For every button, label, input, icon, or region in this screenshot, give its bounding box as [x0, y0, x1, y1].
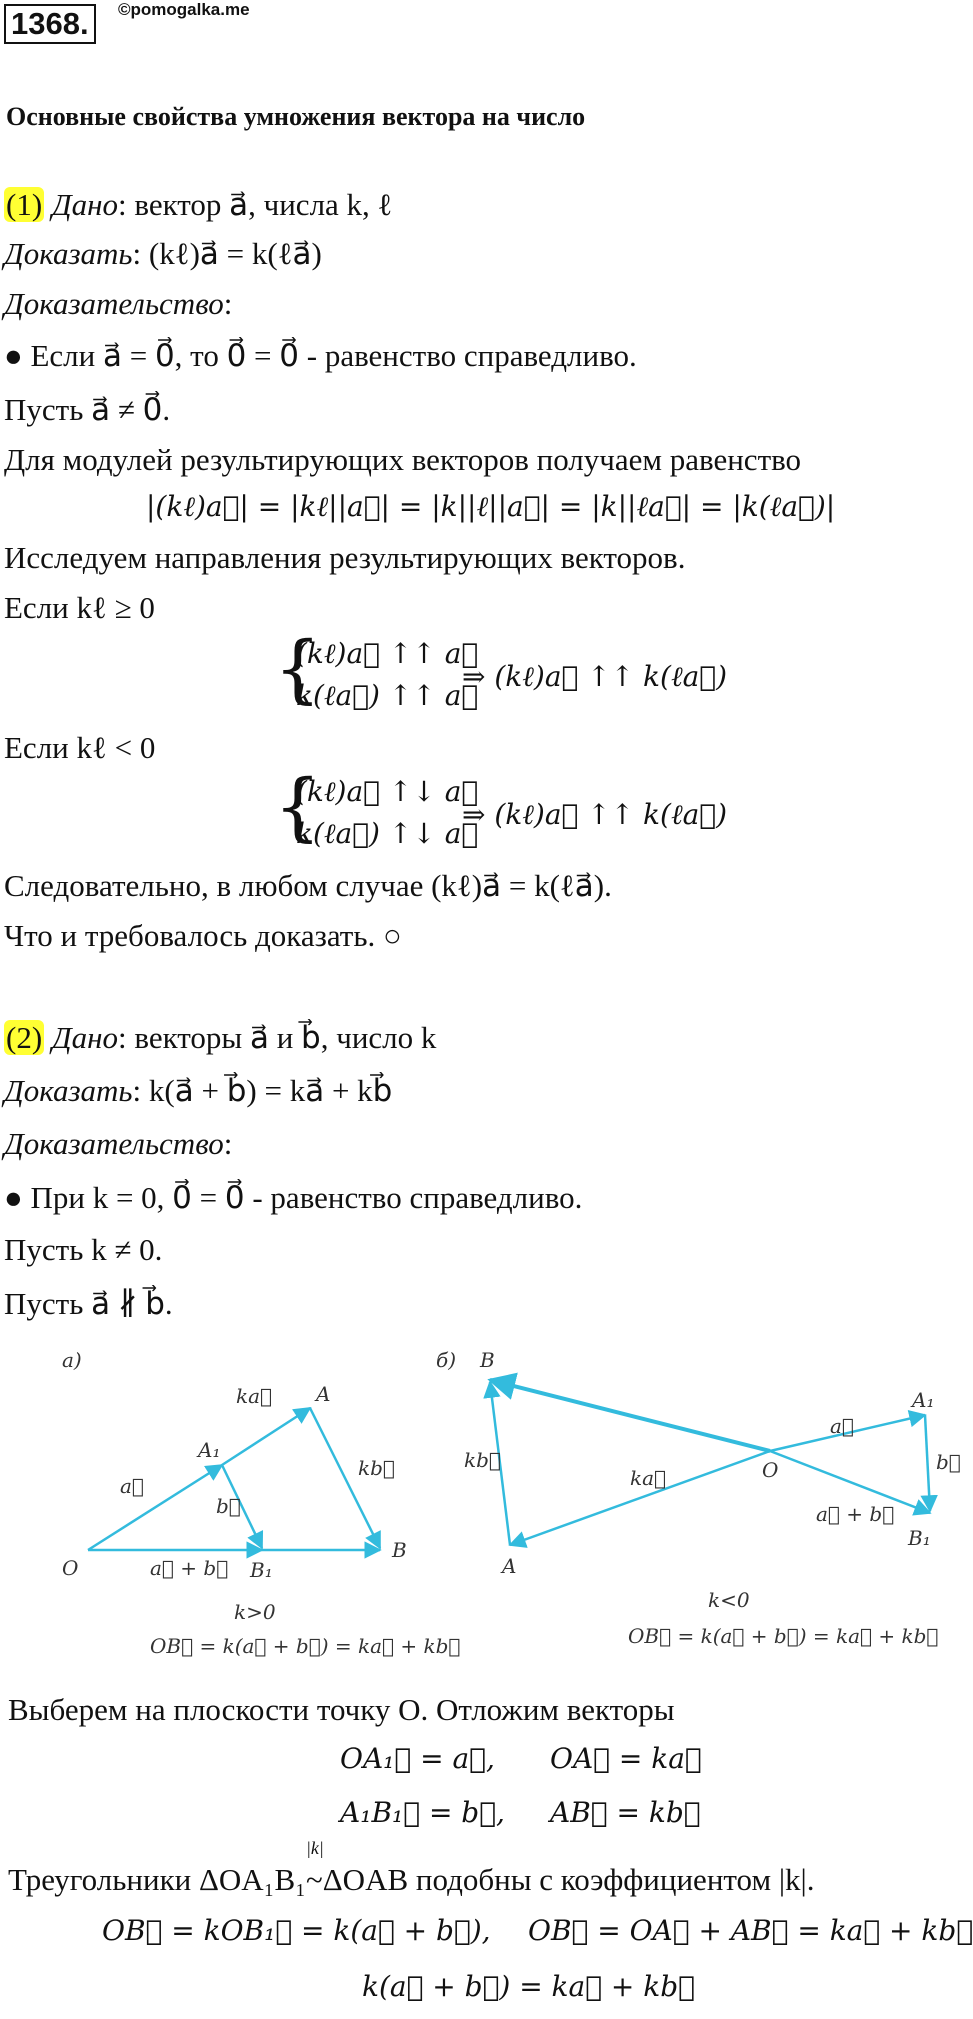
- p2-triangle-2: ΔOAB подобны с коэффициентом |k|.: [322, 1862, 815, 1897]
- fig-b-label: б): [436, 1348, 457, 1372]
- p2-prove-label: Доказать: [4, 1073, 133, 1108]
- p1-sys1-result: ⇒ (kℓ)a⃗ ↑↑ k(ℓa⃗): [462, 660, 728, 693]
- p2-proof-colon: :: [223, 1126, 233, 1161]
- p1-prove-text: : (kℓ)a⃗ = k(ℓa⃗): [132, 236, 322, 271]
- p1-system1-brace: {: [274, 626, 322, 712]
- fig-b-condition: k<0: [708, 1588, 750, 1612]
- p1-system2-brace: {: [274, 764, 322, 850]
- p2-proof-heading: [4, 1126, 232, 1162]
- p1-sys2-result: ⇒ (kℓ)a⃗ ↑↑ k(ℓa⃗): [462, 798, 728, 831]
- fig-a-vector-ka: [222, 1408, 310, 1465]
- p1-line2: Пусть a⃗ ≠ 0⃗.: [4, 392, 171, 427]
- fig-a-label-a: a⃗: [120, 1474, 144, 1498]
- fig-b-label-apb: a⃗ + b⃗: [816, 1502, 895, 1526]
- p1-given-label: Дано: [51, 187, 119, 222]
- p2-eq-oa1: OA₁⃗ = a⃗,: [340, 1742, 495, 1775]
- p1-proof-heading: [4, 286, 232, 322]
- fig-a-vector-a: [88, 1465, 222, 1550]
- fig-a-point-b1: B₁: [250, 1558, 273, 1582]
- task-number: 1368.: [4, 4, 96, 44]
- p1-proof-label: Доказательство: [4, 286, 224, 321]
- p1-sys2-line2: k(ℓa⃗) ↑↓ a⃗: [296, 817, 479, 850]
- p2-given: [4, 1020, 436, 1056]
- p2-line4: Выберем на плоскости точку O. Отложим векторы: [8, 1692, 675, 1727]
- fig-a-point-a1: A₁: [198, 1438, 221, 1462]
- p2-similarity-sign: ~: [305, 1862, 323, 1897]
- fig-a-label-ka: ka⃗: [236, 1384, 273, 1408]
- p1-case1: Если kℓ ≥ 0: [4, 590, 155, 625]
- p2-triangle-1: Треугольники ΔOA₁B₁: [8, 1862, 306, 1897]
- fig-a-point-o: O: [62, 1556, 79, 1580]
- p1-given-text: : вектор a⃗, числа k, ℓ: [118, 187, 393, 222]
- figure-a: [62, 1348, 460, 1658]
- fig-b-point-b1: B₁: [908, 1526, 931, 1550]
- p1-tag: (1): [6, 187, 43, 222]
- fig-b-label-kb: kb⃗: [464, 1448, 501, 1472]
- p1-given: [4, 187, 392, 223]
- p2-eq-ob-2: OB⃗ = OA⃗ + AB⃗ = ka⃗ + kb⃗: [528, 1914, 973, 1947]
- p2-eq-a1b1: A₁B₁⃗ = b⃗,: [340, 1796, 505, 1829]
- fig-a-label-kb: kb⃗: [358, 1456, 395, 1480]
- fig-b-formula: OB⃗ = k(a⃗ + b⃗) = ka⃗ + kb⃗: [628, 1624, 939, 1648]
- p2-similarity-coef: |k|: [305, 1838, 324, 1858]
- vector-figures: [40, 1345, 961, 1675]
- p1-case2: Если kℓ < 0: [4, 730, 156, 765]
- p1-sys1-line2: k(ℓa⃗) ↑↑ a⃗: [296, 679, 479, 712]
- p1-sys2-line1: (kℓ)a⃗ ↑↓ a⃗: [296, 775, 479, 808]
- p1-line1: ● Если a⃗ = 0⃗, то 0⃗ = 0⃗ - равенство справедливо.: [4, 338, 637, 373]
- p1-proof-colon: :: [223, 286, 233, 321]
- p1-prove: [4, 236, 322, 272]
- fig-b-point-b: B: [480, 1348, 495, 1372]
- p2-eq-oa: OA⃗ = ka⃗: [550, 1742, 702, 1775]
- fig-a-point-a: A: [316, 1382, 331, 1406]
- fig-a-label: а): [62, 1348, 82, 1372]
- p1-qed: Что и требовалось доказать. ○: [4, 918, 402, 953]
- fig-b-label-b: b⃗: [936, 1450, 961, 1474]
- fig-a-formula: OB⃗ = k(a⃗ + b⃗) = ka⃗ + kb⃗: [150, 1634, 461, 1658]
- p1-modulus-equation: |(kℓ)a⃗| = |kℓ||a⃗| = |k||ℓ||a⃗| = |k||ℓa⃗| = |k(ℓa⃗)|: [146, 490, 836, 523]
- fig-a-condition: k>0: [234, 1600, 276, 1624]
- p2-tag: (2): [6, 1020, 43, 1055]
- p2-line1: ● При k = 0, 0⃗ = 0⃗ - равенство справедливо.: [4, 1180, 583, 1215]
- p1-line3: Для модулей результирующих векторов получаем равенство: [4, 442, 802, 477]
- watermark: ©pomogalka.me: [118, 0, 250, 19]
- p2-eq-ab: AB⃗ = kb⃗: [550, 1796, 701, 1829]
- fig-b-label-a: a⃗: [830, 1414, 854, 1438]
- p2-line5: [8, 1838, 815, 1898]
- p2-final-equation: k(a⃗ + b⃗) = ka⃗ + kb⃗: [362, 1970, 695, 2003]
- p2-given-text: : векторы a⃗ и b⃗, число k: [118, 1020, 437, 1055]
- p2-prove-text: : k(a⃗ + b⃗) = ka⃗ + kb⃗: [132, 1073, 393, 1108]
- p2-proof-label: Доказательство: [4, 1126, 224, 1161]
- fig-a-point-b: B: [392, 1538, 407, 1562]
- p1-sys1-line1: (kℓ)a⃗ ↑↑ a⃗: [296, 637, 479, 670]
- p2-prove: [4, 1073, 392, 1109]
- fig-b-point-o: O: [762, 1458, 779, 1482]
- fig-a-label-apb: a⃗ + b⃗: [150, 1556, 229, 1580]
- section-title: Основные свойства умножения вектора на число: [6, 102, 586, 131]
- fig-b-vector-b1b: [490, 1380, 770, 1451]
- p1-prove-label: Доказать: [4, 236, 133, 271]
- p2-line3: Пусть a⃗ ∦ b⃗.: [4, 1286, 173, 1321]
- p1-conclusion: Следовательно, в любом случае (kℓ)a⃗ = k(ℓa⃗).: [4, 868, 612, 903]
- fig-a-label-b: b⃗: [216, 1494, 241, 1518]
- fig-b-point-a1: A₁: [912, 1388, 935, 1412]
- figure-b: [436, 1348, 961, 1648]
- fig-b-label-ka: ka⃗: [630, 1466, 667, 1490]
- p2-eq-ob-1: OB⃗ = kOB₁⃗ = k(a⃗ + b⃗),: [102, 1914, 491, 1947]
- p2-given-label: Дано: [51, 1020, 119, 1055]
- p2-line2: Пусть k ≠ 0.: [4, 1232, 163, 1267]
- p1-line4: Исследуем направления результирующих векторов.: [4, 540, 686, 575]
- fig-b-point-a: A: [502, 1554, 517, 1578]
- fig-b-vector-b: [925, 1415, 930, 1511]
